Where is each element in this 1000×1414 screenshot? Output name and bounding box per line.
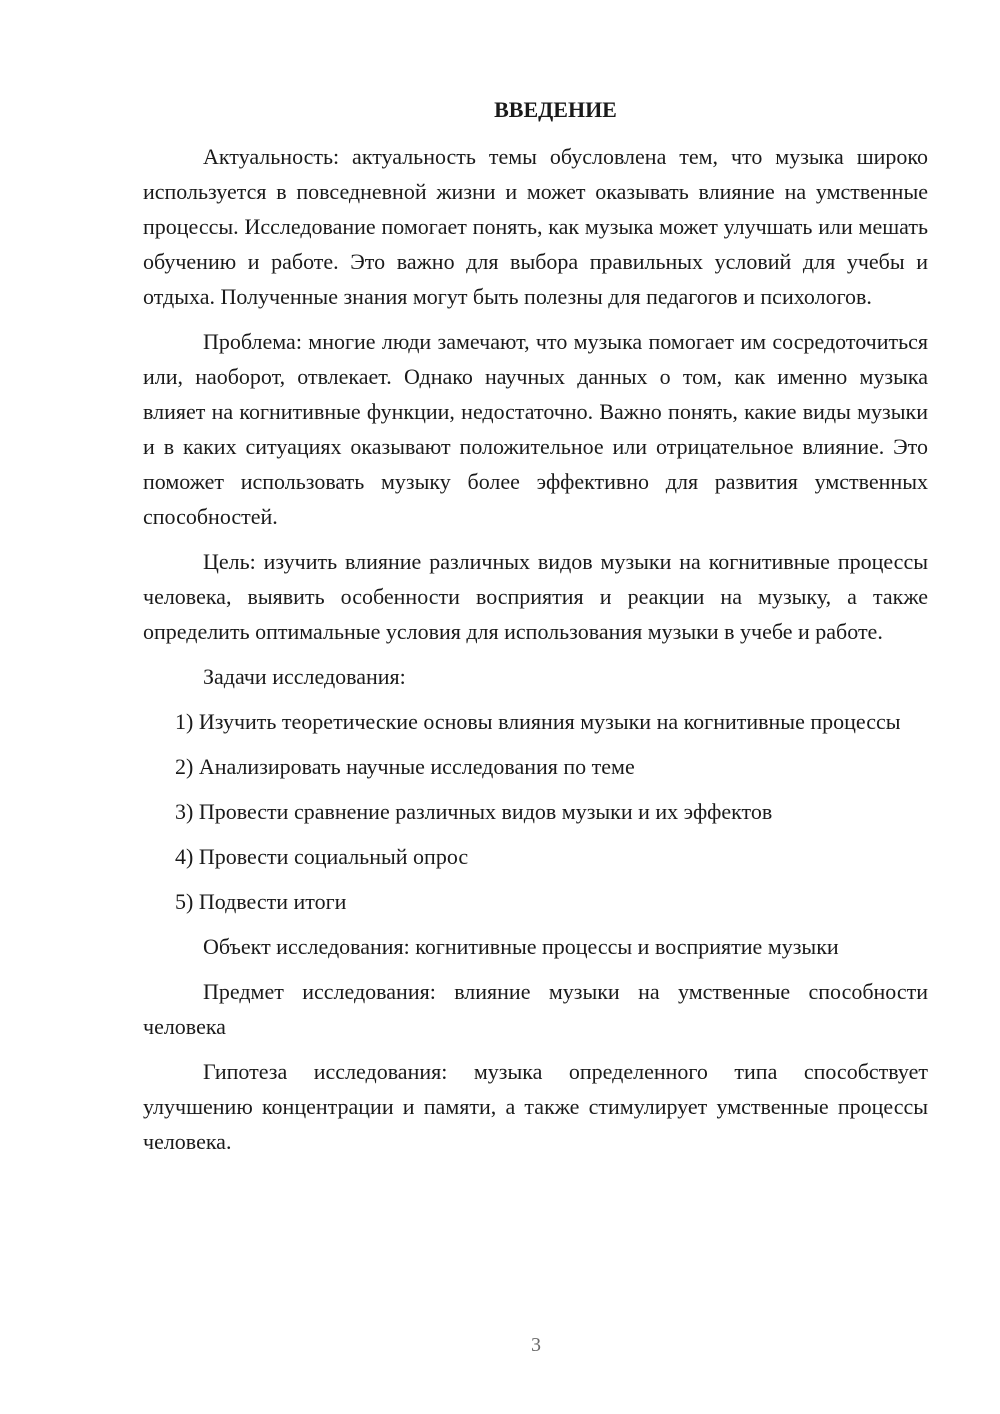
- problem-paragraph: Проблема: многие люди замечают, что музыка помогает им сосредоточиться или, наоборот, отвлекает. Однако научных данных о том, как именно музыка влияет на когнитивные функции, недостаточно. Важно понять, какие виды музыки и в каких ситуациях оказывают положительное или отрицательное влияние. Это поможет использовать музыку более эффективно для развития умственных способностей.: [143, 329, 928, 529]
- goal-paragraph: Цель: изучить влияние различных видов музыки на когнитивные процессы человека, выявить особенности восприятия и реакции на музыку, а также определить оптимальные условия для использования музыки в учебе и работе.: [143, 549, 928, 644]
- page-number: 3: [531, 1334, 541, 1356]
- section-title: ВВЕДЕНИЕ: [494, 97, 617, 122]
- research-subject: Предмет исследования: влияние музыки на умственные способности человека: [143, 979, 928, 1039]
- research-hypothesis: Гипотеза исследования: музыка определенного типа способствует улучшению концентрации и памяти, а также стимулирует умственные процессы человека.: [143, 1059, 928, 1154]
- research-object: Объект исследования: когнитивные процессы и восприятие музыки: [203, 934, 839, 959]
- page-content: [143, 92, 928, 1169]
- task-item: 4) Провести социальный опрос: [175, 844, 469, 869]
- relevance-paragraph: Актуальность: актуальность темы обусловлена тем, что музыка широко используется в повседневной жизни и может оказывать влияние на умственные процессы. Исследование помогает понять, как музыка может улучшать или мешать обучению и работе. Это важно для выбора правильных условий для учебы и отдыха. Полученные знания могут быть полезны для педагогов и психологов.: [143, 144, 928, 309]
- task-item: 3) Провести сравнение различных видов музыки и их эффектов: [175, 799, 773, 824]
- task-item: 2) Анализировать научные исследования по теме: [175, 754, 635, 779]
- task-item: 5) Подвести итоги: [175, 889, 347, 914]
- tasks-heading: Задачи исследования:: [203, 664, 406, 689]
- task-item: 1) Изучить теоретические основы влияния музыки на когнитивные процессы: [175, 709, 901, 734]
